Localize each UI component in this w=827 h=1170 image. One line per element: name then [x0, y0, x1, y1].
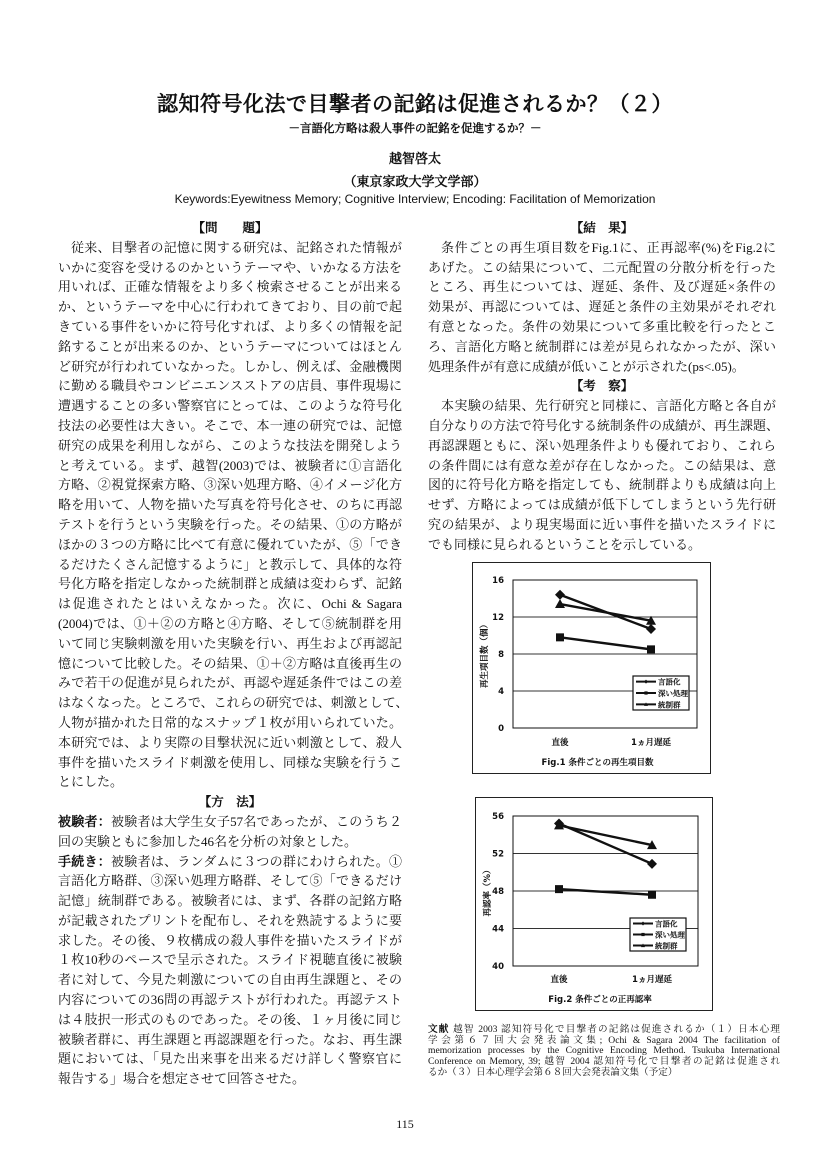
paragraph-label: 手続き： [58, 854, 112, 870]
text-line: １枚10秒のペースで呈示された。スライド視聴直後に被験 [58, 952, 402, 968]
square-marker-icon [555, 885, 563, 893]
text-line: 憶について比較した。その結果、①＋②方略は直後再生の [58, 655, 402, 671]
y-tick-label: 44 [492, 924, 504, 935]
text-line: 用いれば、正確な情報をより多く検索させることが出来る [58, 279, 402, 295]
diamond-marker-icon [647, 859, 657, 869]
reference-line: memorization processes by the Cognitive Encoding Method. Tsukuba International [428, 1045, 780, 1057]
text-line: の条件間には有意な差が存在しなかった。この結果は、意 [428, 457, 776, 473]
legend-label: 言語化 [658, 677, 681, 687]
legend-label: 統制群 [658, 700, 681, 710]
text-line: 条件ごとの再生項目数をFig.1に、正再認率(%)をFig.2に [441, 239, 776, 255]
x-category-label: 1ヵ月遅延 [631, 738, 671, 748]
text-line: 方略、②視覚探索方略、③深い処理方略、④イメージ化方 [58, 477, 402, 493]
square-marker-icon [648, 891, 656, 899]
text-line: 人物が描かれた日常的なスナップ１枚が用いられていた。 [58, 714, 402, 730]
text-line: 自分なりの方法で符号化する統制条件の成績が、再生課題、 [428, 417, 780, 433]
text-line: 究の結果が、より現実場面に近い事件を描いたスライドに [428, 516, 776, 532]
y-tick-label: 12 [492, 613, 504, 623]
chart-legend [630, 918, 686, 951]
text-line: に勤める職員やコンビニエンスストアの店員、事件現場に [58, 378, 402, 394]
text-line: 題においては、「見た出来事を出来るだけ詳しく警察官に [58, 1051, 402, 1067]
square-marker-icon [647, 645, 655, 653]
reference-line: 学会第６７回大会発表論文集; Ochi & Sagara 2004 The facilitation of [428, 1034, 780, 1046]
x-category-label: 1ヵ月遅延 [632, 975, 672, 985]
text-line: 遭遇することの多い警察官にとっては、このような符号化 [58, 398, 402, 414]
text-line: 内容についての36問の再認テストが行われた。再認テスト [58, 992, 402, 1008]
chart-svg [473, 563, 710, 773]
legend-label: 深い処理 [655, 930, 685, 940]
y-axis-label: 再生項目数（個） [480, 619, 490, 689]
x-category-label: 直後 [550, 975, 568, 985]
text-line: 効果が、再認については、遅延と条件の主効果がそれぞれ [428, 299, 776, 315]
text-line: あげた。この結果について、二元配置の分散分析を行った [428, 259, 776, 275]
text-line: 事件を描いたスライド刺激を使用し、同様な実験を行うこ [58, 754, 402, 770]
text-line [58, 812, 402, 832]
text-line: 従来、目撃者の記憶に関する研究は、記銘された情報が [71, 239, 402, 255]
section-heading: 【問 題】 [192, 220, 268, 235]
text-line: テストを行うという実験を行った。その結果、①の方略が [58, 516, 402, 532]
y-tick-label: 40 [492, 962, 504, 972]
author-affiliation: （東京家政大学文学部） [343, 175, 487, 190]
text-line: 有意となった。条件の効果について多重比較を行ったとこ [428, 318, 776, 334]
right-column [428, 218, 780, 555]
square-marker-icon [644, 691, 647, 694]
text-line: 号化方略を指定しなかった統制群と成績は変わらず、記銘 [58, 576, 402, 592]
y-tick-label: 48 [492, 887, 504, 897]
text-line: 略を用いて、人物を描いた写真を符号化させ、のちに再認 [58, 497, 402, 513]
square-marker-icon [556, 633, 564, 641]
paragraph-text: 被験者は、ランダムに３つの群にわけられた。① [111, 853, 402, 869]
reference-line: Conference on Memory, 39; 越智 2004 認知符号化で目撃者の記銘は促進され [428, 1056, 780, 1068]
text-line: ほかの３つの方略に比べて有意に優れていたが、⑤「でき [58, 536, 402, 552]
text-line: るだけたくさん記憶するように」と教示して、具体的な符 [58, 556, 402, 572]
text-line: 再認課題ともに、深い処理条件よりも優れており、これら [428, 437, 776, 453]
text-line: (2004)では、①＋②の方略と④方略、そして⑤統制群を用 [58, 615, 402, 631]
chart-svg [476, 798, 712, 1010]
y-tick-label: 0 [498, 724, 504, 734]
text-line: 者に対して、今見た刺激についての自由再生課題と、その [58, 972, 402, 988]
figure-1-recall-chart [472, 562, 711, 774]
data-series [555, 599, 656, 625]
diamond-marker-icon [555, 590, 565, 600]
y-tick-label: 8 [498, 650, 504, 660]
text-line: みで若干の促進が見られたが、再認や遅延条件ではこの差 [58, 675, 402, 691]
text-line: は促進されたとはいえなかった。次に、Ochi & Sagara [58, 596, 402, 612]
text-line: ど研究が行われていなかった。しかし、例えば、金融機関 [58, 358, 402, 374]
keywords-line: Keywords:Eyewitness Memory; Cognitive Interview; Encoding: Facilitation of Memorization [174, 192, 656, 206]
text-line: 研究の成果を利用しながら、このような技法を開発しよう [58, 437, 402, 453]
text-line: せず、方略によっては成績が低下してしまうという先行研 [428, 497, 776, 513]
section-heading: 【結 果】 [570, 220, 634, 235]
text-line: 本研究では、より実際の目撃状況に近い刺激として、殺人 [58, 734, 402, 750]
text-line: か、というテーマを中心に行われてきており、目の前で起 [58, 299, 402, 315]
text-line: はなくなった。ところで、これらの研究では、刺激として、 [58, 695, 409, 711]
data-series [556, 633, 655, 653]
paragraph-label: 被験者： [58, 814, 111, 830]
text-line: 被験者群に、再生課題と再認課題を行った。なお、再生課 [58, 1031, 402, 1047]
author-name: 越智啓太 [388, 152, 441, 167]
reference-text: 越智 2003 認知符号化で目撃者の記銘は促進されるか（１）日本心理 [453, 1024, 781, 1035]
text-line: ところ、再生については、遅延、条件、及び遅延×条件の [428, 279, 776, 295]
x-category-label: 直後 [551, 738, 569, 748]
diamond-marker-icon [646, 624, 656, 634]
text-line: 報告する」場合を想定させて回答させた。 [58, 1071, 306, 1087]
legend-label: 言語化 [655, 919, 678, 929]
square-marker-icon [641, 933, 644, 936]
figure-caption: Fig.1 条件ごとの再生項目数 [541, 758, 654, 768]
figure-caption: Fig.2 条件ごとの正再認率 [548, 995, 652, 1005]
text-line: 言語化方略群、③深い処理方略群、そして⑤「できるだけ [58, 873, 402, 889]
data-series [555, 885, 656, 899]
text-line: 処理条件が有意に成績が低いことが示された(ps<.05)。 [428, 358, 745, 374]
references [428, 1025, 780, 1078]
paper-title: 認知符号化法で目撃者の記銘は促進されるか？（２） [157, 92, 673, 116]
y-tick-label: 16 [492, 576, 504, 586]
text-line: とにした。 [58, 774, 124, 790]
text-line: きている事件をいかに符号化すれば、より多くの情報を記 [58, 318, 402, 334]
chart-legend [633, 676, 689, 710]
text-line: 回の実験ともに参加した46名を分析の対象とした。 [58, 833, 358, 849]
text-line: 記憶」統制群である。被験者には、まず、各群の記銘方略 [58, 893, 402, 909]
y-tick-label: 4 [498, 687, 504, 697]
text-line: 本実験の結果、先行研究と同様に、言語化方略と各自が [441, 398, 776, 414]
text-line: と考えている。まず、越智(2003)では、被験者に①言語化 [58, 457, 402, 473]
paper-subtitle: －言語化方略は殺人事件の記銘を促進するか？－ [288, 121, 542, 135]
text-line: 銘することが出来るのか、というテーマについてはほとん [58, 338, 402, 354]
text-line: でも同様に見られるということを示している。 [428, 536, 702, 552]
legend-label: 深い処理 [658, 689, 688, 698]
reference-line: るか（３）日本心理学会第６８回大会発表論文集（予定） [428, 1066, 678, 1078]
left-column [58, 218, 409, 1089]
section-heading: 【考 察】 [570, 378, 634, 394]
text-line: いて同じ実験刺激を用いた実験を行い、再生および再認記 [58, 635, 402, 651]
references-label: 文献 [428, 1024, 450, 1035]
y-tick-label: 52 [492, 849, 504, 860]
text-line: 求した。その後、９枚構成の殺人事件を描いたスライドが [58, 932, 402, 948]
text-line [58, 852, 402, 872]
text-line: は４肢択一形式のものであった。その後、１ヶ月後に同じ [58, 1011, 402, 1027]
text-line: いかに変容を受けるのかというテーマや、いかなる方法を [58, 259, 402, 275]
paragraph-text: 被験者は大学生女子57名であったが、このうち２ [110, 813, 402, 829]
text-line: が記載されたプリントを配布し、それを熟読するように要 [58, 912, 402, 928]
text-line: ろ、言語化方略と統制群には差が見られなかったが、深い [428, 338, 776, 354]
figure-2-recognition-chart [475, 797, 713, 1011]
y-axis-label: 再認率（%） [483, 865, 493, 917]
text-line: 技法の必要性は大きい。そこで、本一連の研究では、記憶 [58, 417, 402, 433]
legend-label: 統制群 [655, 941, 678, 951]
section-heading: 【方 法】 [198, 794, 262, 810]
page-number: 115 [396, 1117, 414, 1131]
y-tick-label: 56 [492, 812, 504, 822]
text-line: 図的に符号化方略を指定しても、統制群よりも成績は向上 [428, 477, 776, 493]
